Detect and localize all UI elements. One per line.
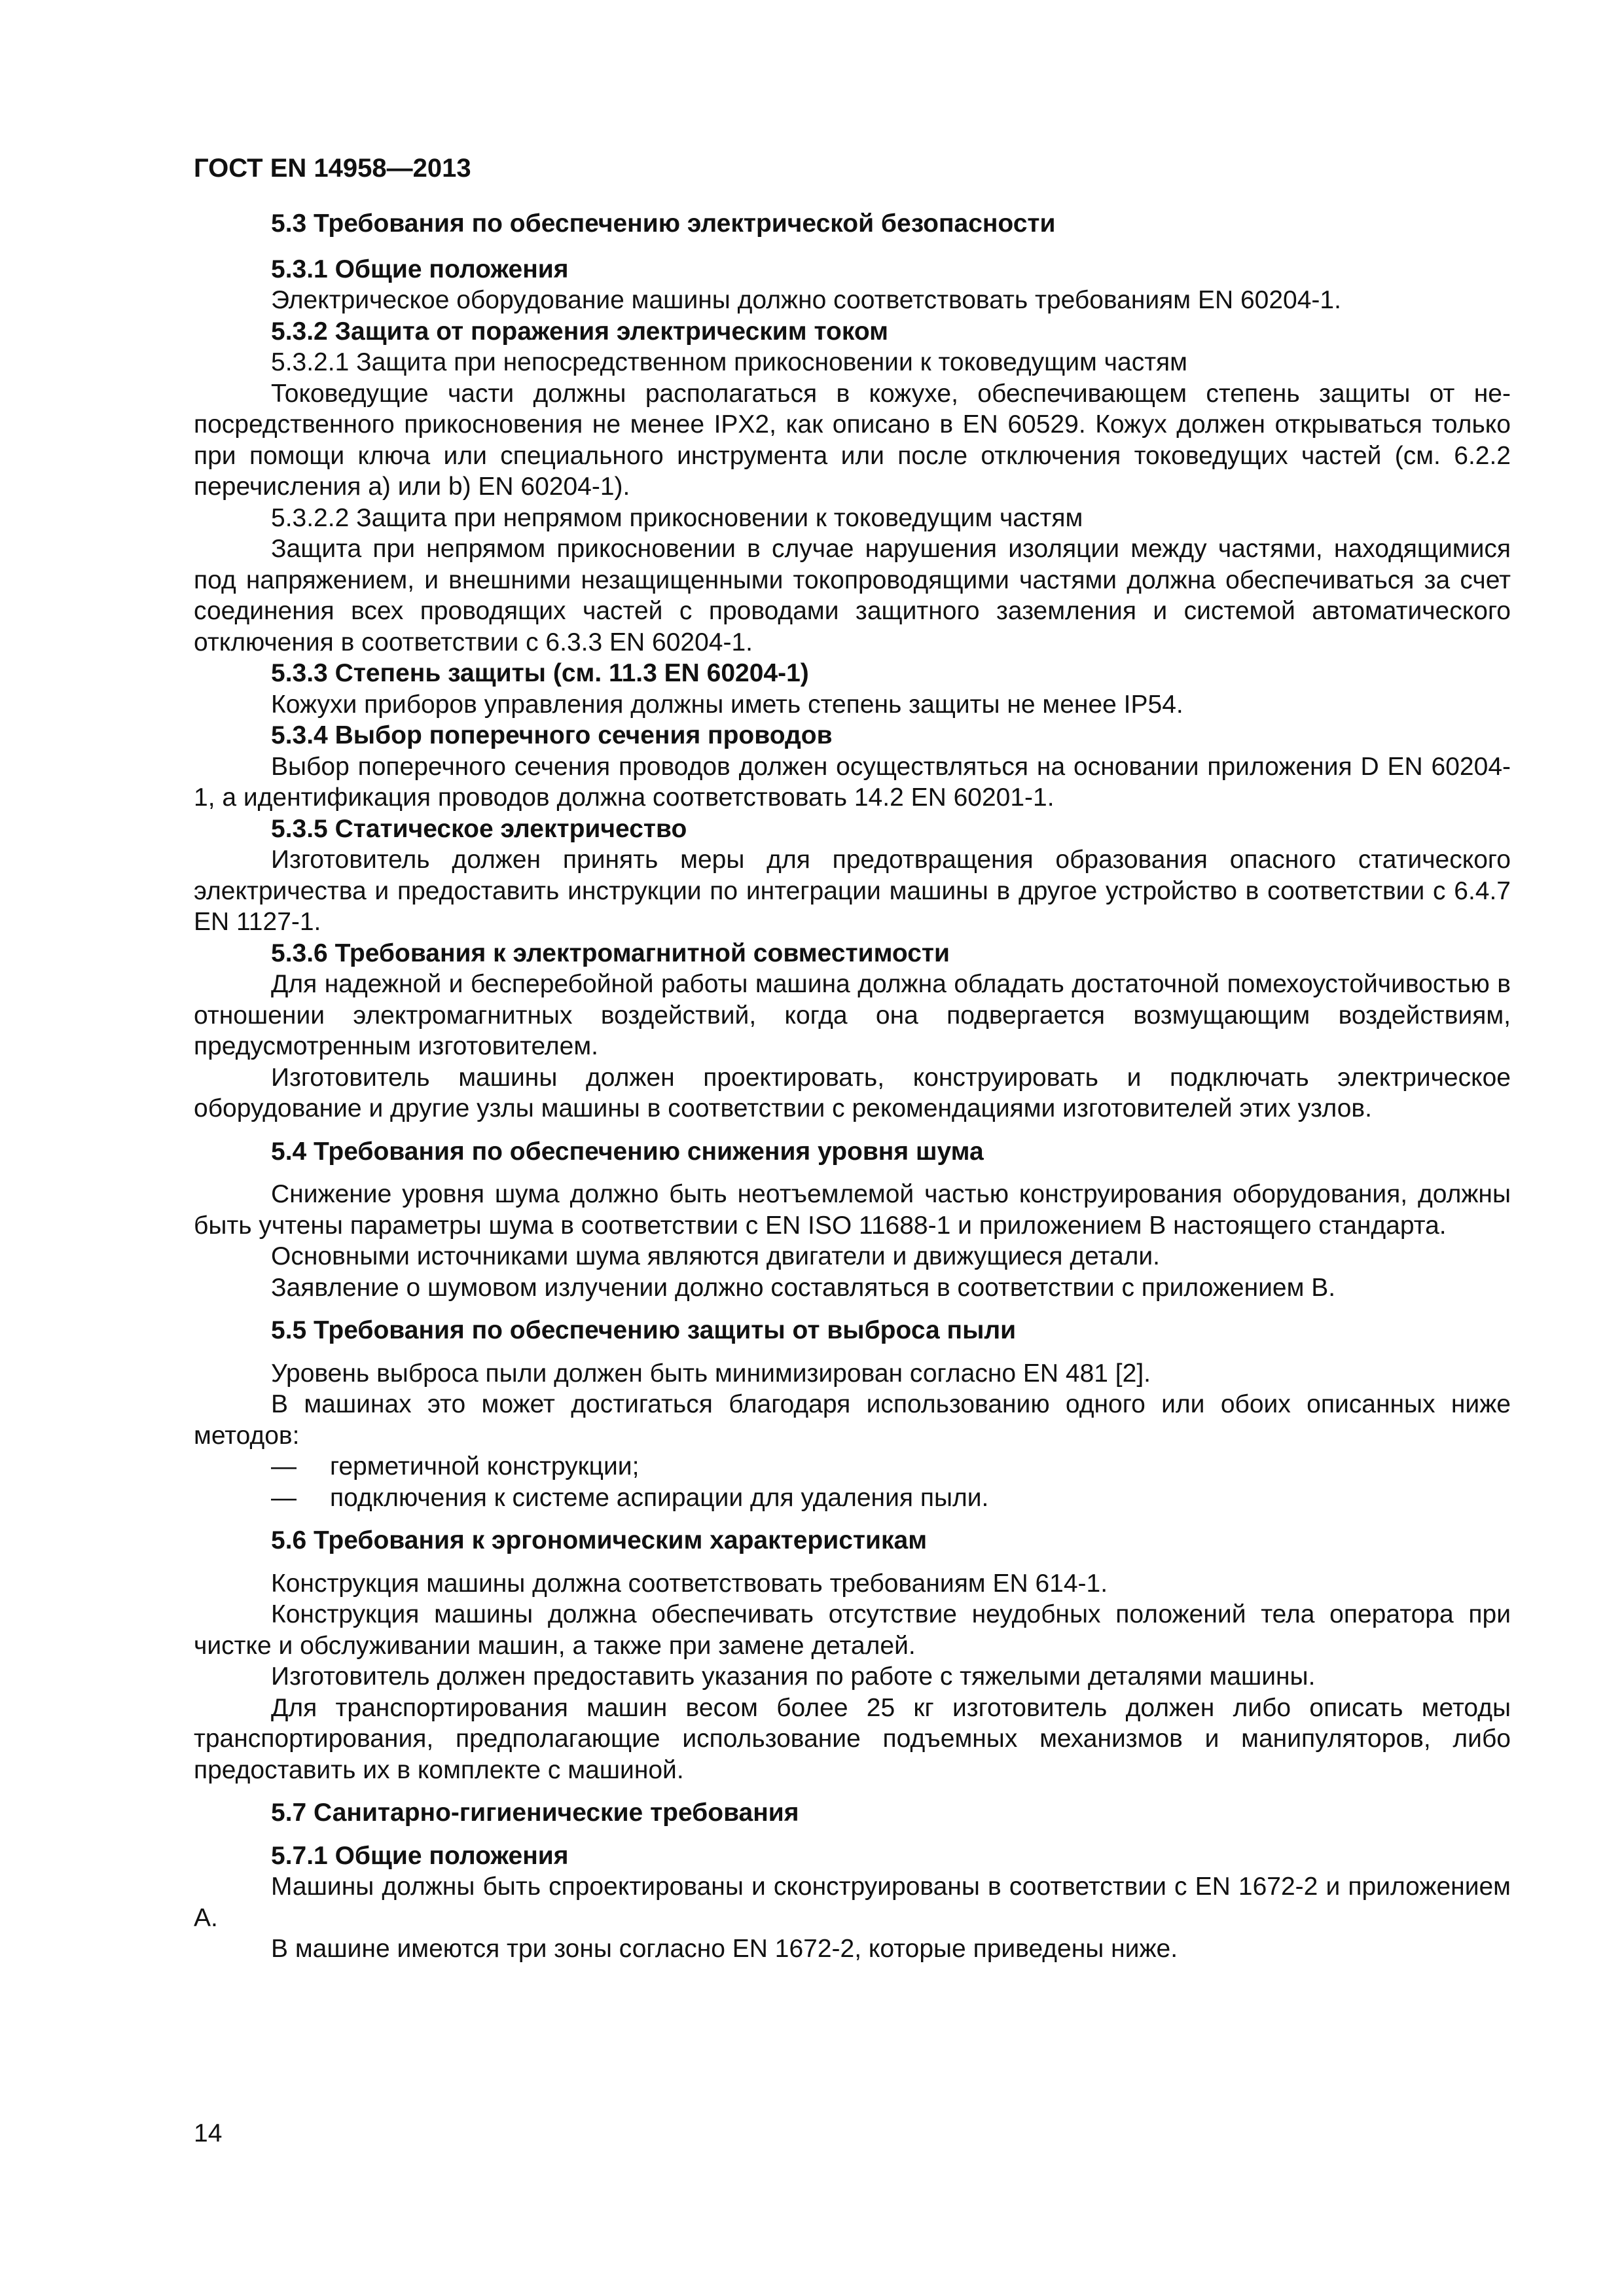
section-heading-5-4: 5.4 Требования по обеспечению снижения уровня шума bbox=[271, 1137, 984, 1166]
section-heading-5-3-1: 5.3.1 Общие положения bbox=[271, 255, 569, 283]
paragraph: Уровень выброса пыли должен быть минимизирован согласно EN 481 [2]. bbox=[271, 1359, 1151, 1388]
section-heading-5-6: 5.6 Требования к эргономическим характеристикам bbox=[271, 1526, 928, 1554]
paragraph: Заявление о шумовом излучении должно составляться в соответствии с приложением B. bbox=[271, 1273, 1336, 1302]
paragraph: В машинах это может достигаться благодаря использованию одного или обоих описанных ниже методов: bbox=[194, 1390, 1511, 1450]
subsection-heading-5-3-2-2: 5.3.2.2 Защита при непрямом прикосновении к токоведущим частям bbox=[271, 503, 1083, 532]
section-heading-5-3-3: 5.3.3 Степень защиты (см. 11.3 EN 60204-1) bbox=[271, 659, 809, 687]
paragraph: Основными источниками шума являются двигатели и движущиеся детали. bbox=[271, 1242, 1161, 1270]
paragraph: Кожухи приборов управления должны иметь степень защиты не менее IP54. bbox=[271, 690, 1183, 719]
paragraph: Токоведущие части должны располагаться в кожухе, обеспечивающем степень защиты от непосредственного прикосновения не менее IPX2, как описано в EN 60529. Кожух должен открываться только при помощи ключа или специального инструмента или после отключения токоведущих частей (см. 6.2.2 перечисления a) или b) EN 60204-1). bbox=[194, 379, 1511, 501]
section-heading-5-3-4: 5.3.4 Выбор поперечного сечения проводов bbox=[271, 721, 833, 749]
paragraph: Конструкция машины должна обеспечивать отсутствие неудобных положений тела оператора при чистке и обслуживании машин, а также при замене деталей. bbox=[194, 1600, 1511, 1660]
section-heading-5-3-2: 5.3.2 Защита от поражения электрическим током bbox=[271, 317, 889, 346]
paragraph: Снижение уровня шума должно быть неотъемлемой частью конструирования оборудования, должны быть учтены параметры шума в соответствии с EN ISO 11688-1 и приложением B настоящего стандарта. bbox=[194, 1180, 1511, 1240]
section-heading-5-7-1: 5.7.1 Общие положения bbox=[271, 1841, 569, 1870]
section-heading-5-7: 5.7 Санитарно-гигиенические требования bbox=[271, 1799, 799, 1827]
section-heading-5-3-6: 5.3.6 Требования к электромагнитной совместимости bbox=[271, 939, 950, 967]
document-body bbox=[194, 208, 1511, 1965]
dash-marker: — bbox=[271, 1483, 297, 1512]
section-heading-5-3: 5.3 Требования по обеспечению электрической безопасности bbox=[271, 209, 1056, 238]
paragraph: Для надежной и бесперебойной работы машина должна обладать достаточной помехоустойчивостью в отношении электромагнитных воздействий, когда она подвергается возмущающим воздействиям, предусмотренным изготовителем. bbox=[194, 970, 1511, 1060]
paragraph: Электрическое оборудование машины должно соответствовать требованиям EN 60204-1. bbox=[271, 286, 1341, 314]
paragraph: Изготовитель должен принять меры для предотвращения образования опасного статического электричества и предоставить инструкции по интеграции машины в другое устройство в соответствии с 6.4.7 EN 1127-1. bbox=[194, 846, 1511, 936]
paragraph: Изготовитель машины должен проектировать, конструировать и подключать электрическое оборудование и другие узлы машины в соответствии с рекомендациями изготовителей этих узлов. bbox=[194, 1063, 1511, 1122]
section-heading-5-5: 5.5 Требования по обеспечению защиты от выброса пыли bbox=[271, 1316, 1017, 1344]
list-item-text: герметичной конструкции; bbox=[330, 1452, 640, 1480]
paragraph: Для транспортирования машин весом более 25 кг изготовитель должен либо описать методы транспортирования, предполагающие использование подъемных механизмов и манипуляторов, либо предоставить их в комплекте с машиной. bbox=[194, 1693, 1511, 1784]
document-header: ГОСТ EN 14958—2013 bbox=[194, 154, 471, 183]
dash-marker: — bbox=[271, 1452, 297, 1480]
section-heading-5-3-5: 5.3.5 Статическое электричество bbox=[271, 814, 687, 843]
paragraph: В машине имеются три зоны согласно EN 1672-2, которые приведены ниже. bbox=[271, 1935, 1178, 1963]
subsection-heading-5-3-2-1: 5.3.2.1 Защита при непосредственном прикосновении к токоведущим частям bbox=[271, 348, 1187, 376]
paragraph: Защита при непрямом прикосновении в случае нарушения изоляции между частями, находящимися под напряжением, и внешними незащищенными токопроводящими частями должна обеспечиваться за счет соединения всех проводящих частей с проводами защитного заземления и системой автоматического отключения в соответствии с 6.3.3 EN 60204-1. bbox=[194, 535, 1511, 656]
paragraph: Машины должны быть спроектированы и сконструированы в соответствии с EN 1672-2 и приложением A. bbox=[194, 1873, 1511, 1932]
list-item bbox=[194, 1451, 1511, 1482]
list-item bbox=[194, 1482, 1511, 1514]
paragraph: Изготовитель должен предоставить указания по работе с тяжелыми деталями машины. bbox=[271, 1662, 1316, 1691]
paragraph: Конструкция машины должна соответствовать требованиям EN 614-1. bbox=[271, 1569, 1108, 1598]
paragraph: Выбор поперечного сечения проводов должен осуществляться на основании приложения D EN 60204-1, а идентификация проводов должна соответствовать 14.2 EN 60201-1. bbox=[194, 752, 1511, 812]
list-item-text: подключения к системе аспирации для удаления пыли. bbox=[330, 1483, 989, 1512]
page-number: 14 bbox=[194, 2119, 223, 2147]
